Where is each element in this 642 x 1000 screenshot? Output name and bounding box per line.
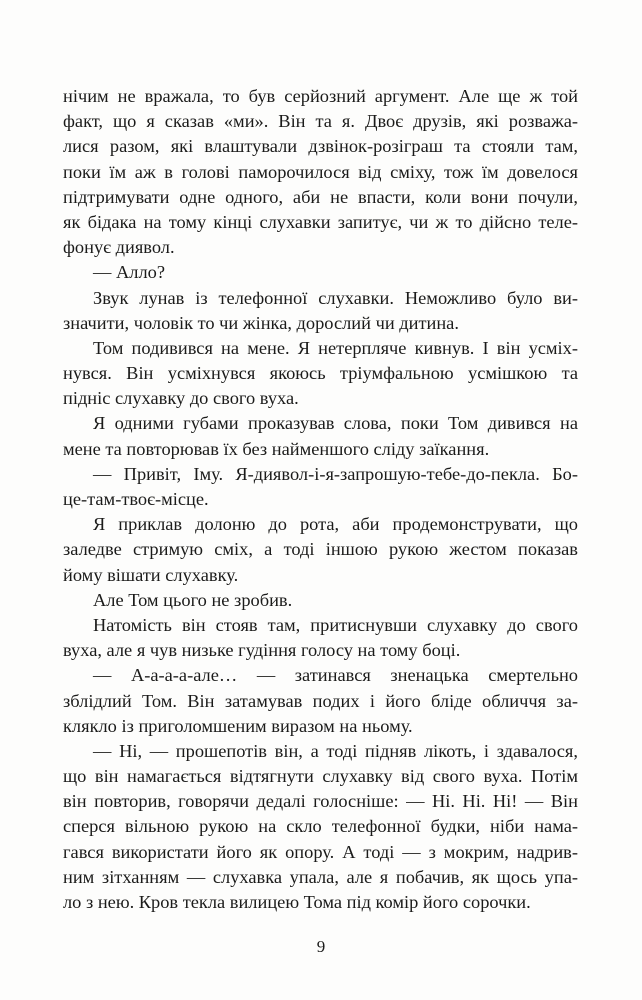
text-line: що він намагається відтягнути слухавку від свого вуха. Потім: [63, 766, 578, 787]
text-line: підтримувати одне одного, аби не впасти, коли вони почули,: [63, 186, 578, 207]
text-line: поки їм аж в голові паморочилося від сміху, тож їм довелося: [63, 161, 578, 182]
paragraph: [63, 739, 578, 915]
paragraph: [63, 336, 578, 412]
text-line: — Ні, — прошепотів він, а тоді підняв лікоть, і здавалося,: [93, 740, 578, 761]
text-line: ло з нею. Кров текла вилицею Тома під комір його сорочки.: [63, 892, 531, 912]
text-line: — Алло?: [93, 262, 165, 283]
text-line: фонує диявол.: [63, 237, 175, 258]
text-line: мене та повторював їх без найменшого сліду заїкання.: [63, 438, 490, 459]
text-line: Я одними губами проказував слова, поки Том дивився на: [93, 413, 578, 434]
text-line: він повторив, говорячи дедалі голосніше: — Ні. Ні. Ні! — Він: [63, 791, 578, 812]
text-line: вуха, але я чув низьке гудіння голосу на тому боці.: [63, 640, 461, 661]
text-line: йому вішати слухавку.: [63, 564, 239, 585]
text-line: Я приклав долоню до рота, аби продемонструвати, що: [93, 514, 578, 535]
text-block: [63, 84, 578, 915]
text-line: сперся вільною рукою на скло телефонної будки, ніби нама-: [63, 816, 578, 837]
text-line: Натомість він стояв там, притиснувши слухавку до свого: [93, 614, 578, 635]
text-line: значити, чоловік то чи жінка, дорослий чи дитина.: [63, 312, 459, 333]
text-line: Але Том цього не зробив.: [93, 589, 293, 610]
text-line: нічим не вражала, то був серйозний аргумент. Але ще ж той: [63, 86, 578, 106]
text-line: Том подивився на мене. Я нетерпляче кивнув. І він усміх-: [93, 337, 578, 358]
text-line: нувся. Він усміхнувся якоюсь тріумфальною усмішкою та: [63, 363, 578, 384]
paragraph: [63, 462, 578, 512]
text-line: Звук лунав із телефонної слухавки. Неможливо було ви-: [93, 287, 578, 308]
paragraph: [63, 411, 578, 461]
paragraph: [63, 613, 578, 663]
text-line: як бідака на тому кінці слухавки запитує, чи ж то дійсно теле-: [63, 211, 578, 232]
paragraph: [63, 512, 578, 588]
text-line: це-там-твоє-місце.: [63, 489, 209, 509]
paragraph: [63, 588, 578, 613]
text-line: підніс слухавку до свого вуха.: [63, 388, 299, 409]
text-line: — Привіт, Іму. Я-диявол-і-я-запрошую-тебе-до-пекла. Бо-: [93, 463, 578, 484]
text-line: заледве стримую сміх, а тоді іншою рукою жестом показав: [63, 539, 578, 560]
paragraph: [63, 84, 578, 260]
paragraph: [63, 286, 578, 336]
text-line: — А-а-а-а-але… — затинався зненацька смертельно: [93, 665, 578, 686]
page-number: 9: [316, 937, 326, 956]
paragraph: [63, 260, 578, 285]
text-line: зблідлий Том. Він затамував подих і його бліде обличчя за-: [63, 690, 578, 711]
text-line: факт, що я сказав «ми». Він та я. Двоє друзів, які розважа-: [63, 111, 578, 132]
text-line: клякло із приголомшеним виразом на ньому.: [63, 715, 413, 736]
text-line: лися разом, які влаштували дзвінок-розіграш та стояли там,: [63, 136, 578, 157]
paragraph: [63, 663, 578, 739]
text-line: гався використати його як опору. А тоді — з мокрим, надрив-: [63, 841, 578, 862]
text-line: ним зітханням — слухавка упала, але я побачив, як щось упа-: [63, 866, 578, 887]
